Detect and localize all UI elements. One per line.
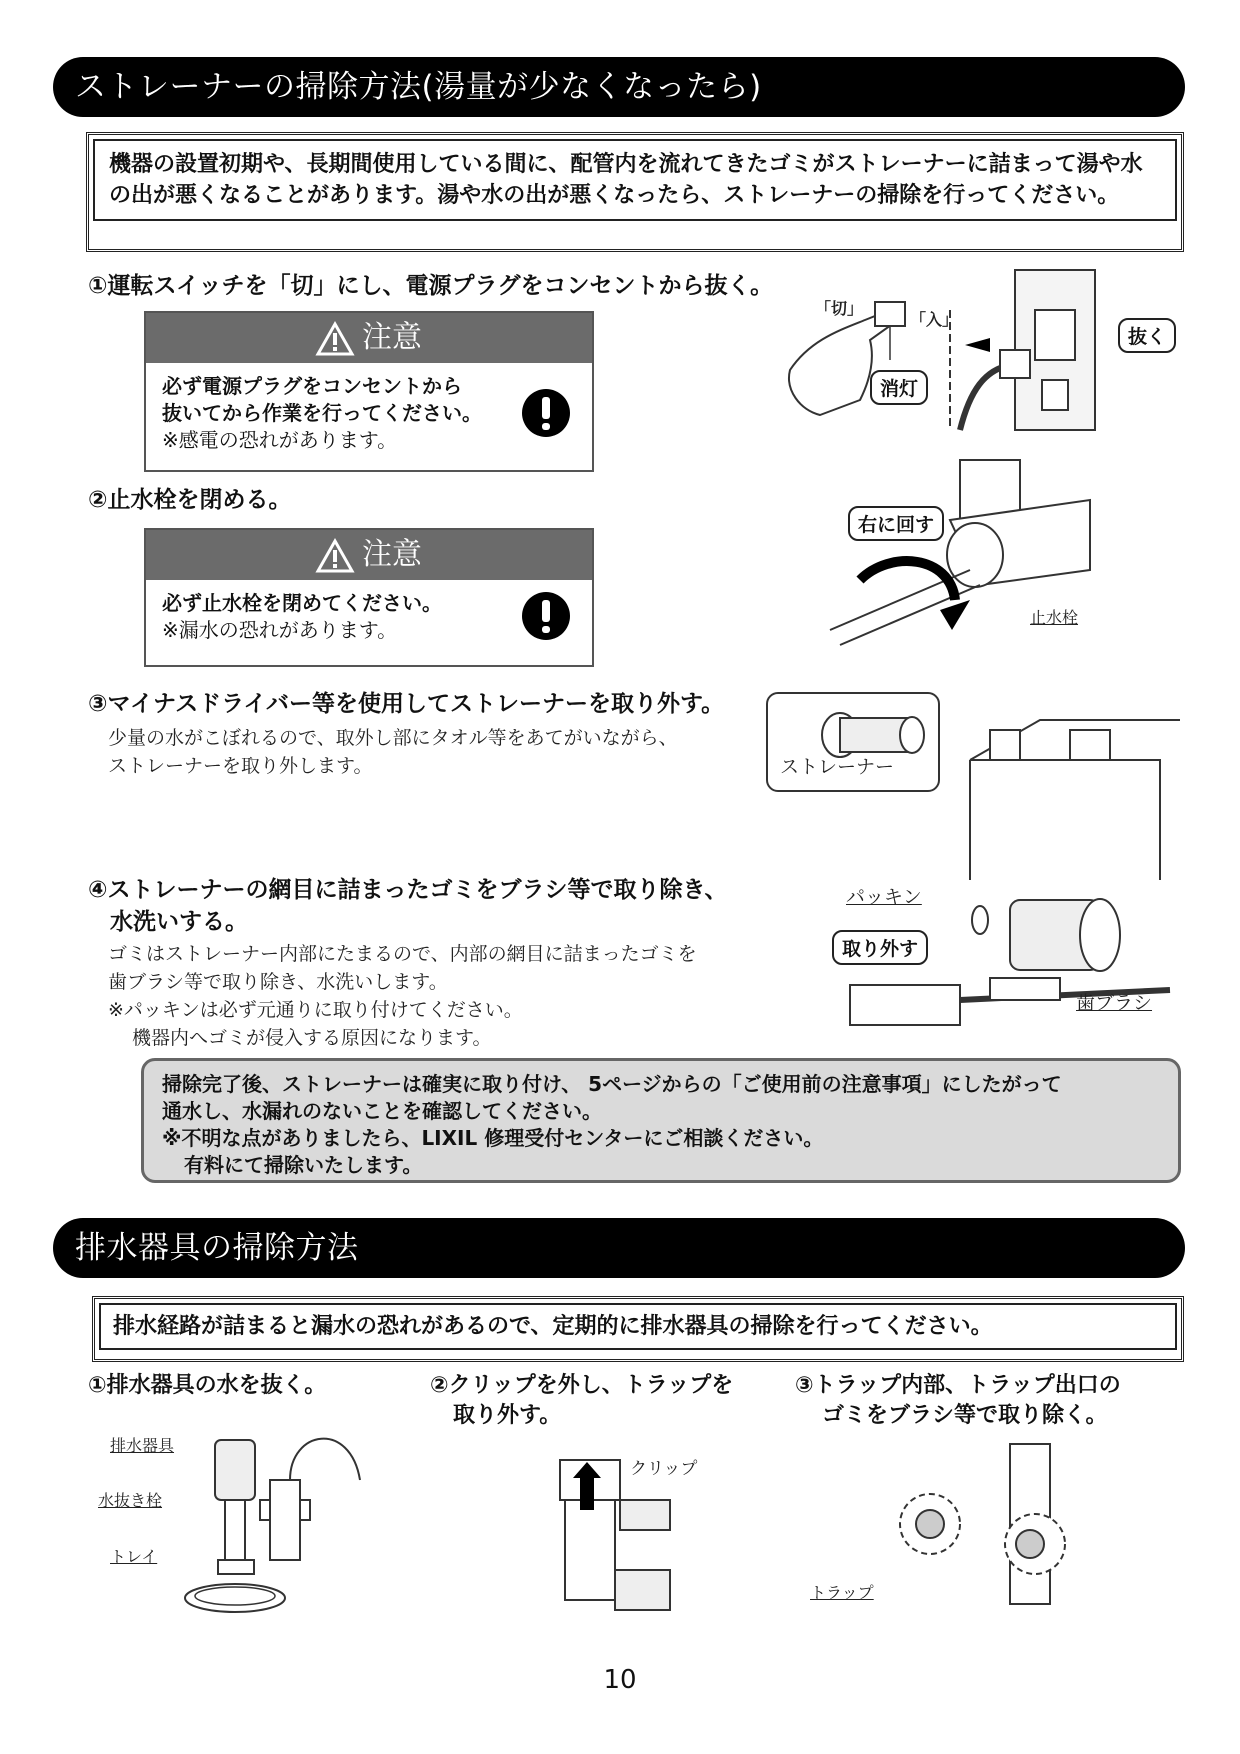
notice-box (141, 1058, 1181, 1183)
step4-body-line4: 機器内へゴミが侵入する原因になります。 (132, 1027, 492, 1049)
caution-body (146, 580, 592, 654)
strainer-intro-box (86, 132, 1184, 252)
trap-interior-figure (890, 1444, 1090, 1604)
step1-title: ①運転スイッチを「切」にし、電源プラグをコンセントから抜く。 (88, 273, 774, 299)
drain-step2-title-line2: 取り外す。 (453, 1403, 562, 1428)
fig-packing-label: パッキン (846, 886, 922, 908)
caution-title: 注意 (362, 320, 422, 355)
drain-intro-box (92, 1296, 1184, 1362)
drain-intro-text: 排水経路が詰まると漏水の恐れがあるので、定期的に排水器具の掃除を行ってください。 (99, 1303, 1177, 1350)
caution-box-power (144, 311, 594, 472)
notice-line2: 通水し、水漏れのないことを確認してください。 (162, 1099, 602, 1123)
caution-line1: 必ず止水栓を閉めてください。 (162, 591, 442, 615)
caution-body (146, 363, 592, 464)
fig-pull-label: 抜く (1118, 318, 1176, 353)
section-title-strainer: ストレーナーの掃除方法(湯量が少なくなったら) (53, 57, 1185, 117)
step3-body-line2: ストレーナーを取り外します。 (108, 755, 373, 777)
exclamation-icon (522, 389, 570, 437)
step3-body-line1: 少量の水がこぼれるので、取外し部にタオル等をあてがいながら、 (108, 727, 678, 749)
caution-box-valve (144, 528, 594, 667)
fig-turn-label: 右に回す (848, 506, 944, 541)
fig-plug-label: 水抜き栓 (98, 1491, 163, 1510)
exclamation-icon (522, 592, 570, 640)
trap-clip-figure (540, 1460, 720, 1610)
fig-trap-label: トラップ (810, 1583, 874, 1602)
notice-line4: 有料にて掃除いたします。 (184, 1153, 423, 1177)
step3-title: ③マイナスドライバー等を使用してストレーナーを取り外す。 (88, 691, 725, 717)
caution-header (146, 313, 592, 363)
strainer-intro-text: 機器の設置初期や、長期間使用している間に、配管内を流れてきたゴミがストレーナーに詰まって湯や水の出が悪くなることがあります。湯や水の出が悪くなったら、ストレーナーの掃除を行ってください。 (93, 139, 1177, 221)
caution-note: ※感電の恐れがあります。 (162, 428, 398, 452)
fig-brush-label: 歯ブラシ (1076, 992, 1153, 1014)
step4-title-line1: ④ストレーナーの網目に詰まったゴミをブラシ等で取り除き、 (88, 877, 728, 903)
fig-off-label: 「切」 (815, 299, 864, 318)
strainer-figure (780, 700, 1180, 880)
drain-fixture-figure (180, 1420, 380, 1630)
drain-step1-title: ①排水器具の水を抜く。 (88, 1373, 327, 1398)
step4-body-line3: ※パッキンは必ず元通りに取り付けてください。 (108, 999, 523, 1021)
step2-title: ②止水栓を閉める。 (88, 487, 292, 513)
notice-line1: 掃除完了後、ストレーナーは確実に取り付け、 5ページからの「ご使用前の注意事項」にしたがって (162, 1072, 1062, 1096)
fig-remove-label: 取り外す (832, 930, 928, 965)
section-title-drain: 排水器具の掃除方法 (53, 1218, 1185, 1278)
drain-step3-title-line2: ゴミをブラシ等で取り除く。 (822, 1403, 1108, 1428)
caution-header (146, 530, 592, 580)
step4-title-line2: 水洗いする。 (110, 909, 248, 935)
warning-triangle-icon (316, 539, 354, 573)
fig-strainer-label: ストレーナー (780, 756, 895, 778)
notice-line3: ※不明な点がありましたら、LIXIL 修理受付センターにご相談ください。 (162, 1126, 824, 1150)
fig-tray-label: トレイ (110, 1547, 158, 1566)
page-number: 10 (603, 1665, 637, 1695)
caution-title: 注意 (362, 537, 422, 572)
caution-note: ※漏水の恐れがあります。 (162, 618, 398, 642)
fig-drain-label: 排水器具 (110, 1436, 175, 1455)
step4-body-line2: 歯ブラシ等で取り除き、水洗いします。 (108, 971, 448, 993)
fig-clip-label: クリップ (630, 1459, 698, 1479)
drain-step3-title-line1: ③トラップ内部、トラップ出口の (795, 1373, 1121, 1398)
drain-step2-title-line1: ②クリップを外し、トラップを (430, 1373, 734, 1398)
warning-triangle-icon (316, 322, 354, 356)
fig-on-label: 「入」 (910, 310, 959, 329)
caution-line2: 抜いてから作業を行ってください。 (162, 401, 482, 425)
caution-line1: 必ず電源プラグをコンセントから (162, 374, 462, 398)
fig-valve-label: 止水栓 (1030, 608, 1079, 627)
step4-body-line1: ゴミはストレーナー内部にたまるので、内部の網目に詰まったゴミを (108, 943, 697, 965)
fig-lamp-label: 消灯 (870, 370, 928, 405)
